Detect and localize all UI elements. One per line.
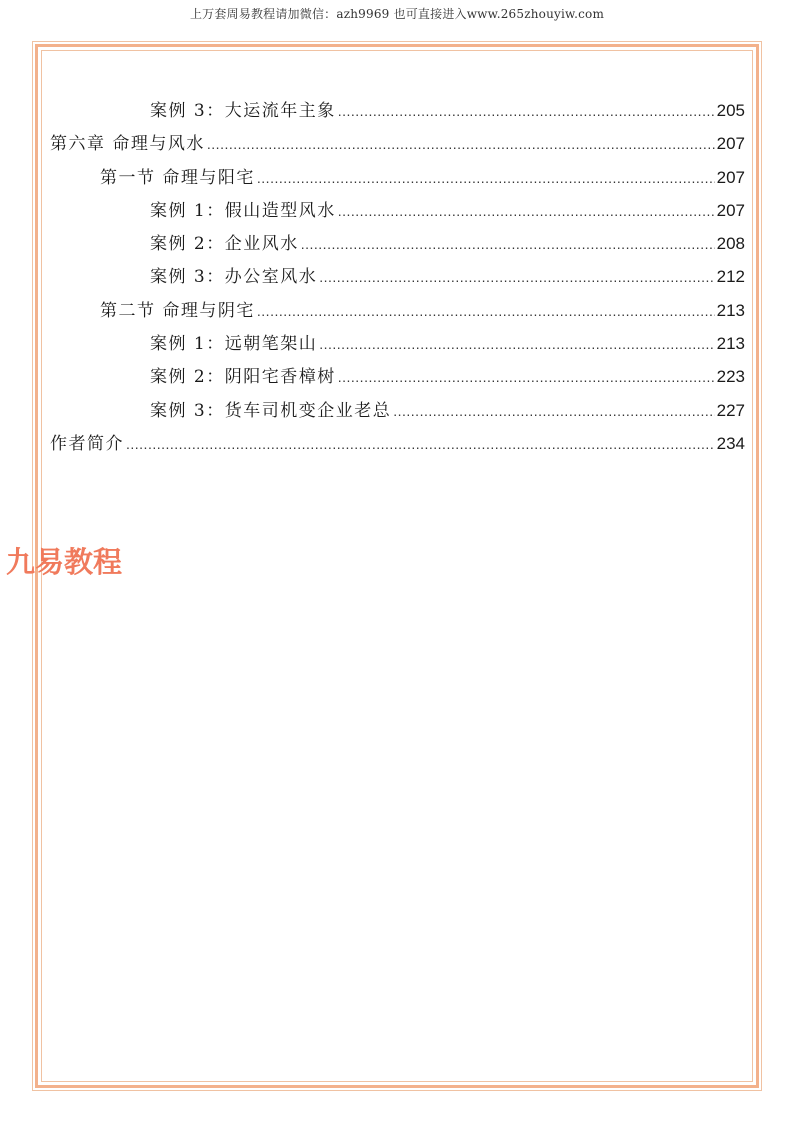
toc-leader-dots	[393, 403, 714, 419]
toc-entry-page: 207	[716, 167, 745, 187]
toc-entry[interactable]	[50, 196, 745, 229]
toc-leader-dots	[338, 203, 715, 219]
toc-entry-title: 案例 1：假山造型风水	[150, 200, 336, 221]
header-note: 上万套周易教程请加微信：azh9969 也可直接进入www.265zhouyiw.com	[189, 7, 605, 21]
toc-leader-dots	[338, 369, 715, 385]
toc-entry-page: 208	[716, 234, 745, 254]
toc-entry[interactable]	[50, 362, 745, 395]
toc-entry-page: 207	[716, 134, 745, 154]
toc-entry-title: 作者简介	[50, 433, 124, 454]
toc-entry[interactable]	[50, 129, 745, 162]
toc-leader-dots	[301, 236, 715, 252]
toc-entry[interactable]	[50, 96, 745, 129]
toc-entry-title: 第二节 命理与阴宅	[100, 300, 255, 321]
toc-entry-page: 212	[716, 267, 745, 287]
toc-entry-title: 第一节 命理与阳宅	[100, 167, 255, 188]
toc-entry-title: 案例 3：货车司机变企业老总	[150, 400, 392, 421]
toc-entry-title: 案例 2：阴阳宅香樟树	[150, 367, 336, 388]
toc-entry[interactable]	[50, 329, 745, 362]
toc-entry[interactable]	[50, 262, 745, 295]
toc-leader-dots	[126, 436, 715, 452]
toc-leader-dots	[257, 170, 715, 186]
toc-leader-dots	[319, 336, 714, 352]
toc-entry-title: 案例 1：远朝笔架山	[150, 334, 318, 355]
toc-leader-dots	[319, 269, 714, 285]
watermark-logo: 九易教程	[6, 545, 123, 579]
toc-entry-page: 207	[716, 200, 745, 220]
table-of-contents	[50, 96, 745, 462]
toc-entry-page: 227	[716, 400, 745, 420]
toc-entry-page: 205	[716, 101, 745, 120]
toc-entry-title: 案例 2：企业风水	[150, 234, 299, 255]
toc-entry-title: 第六章 命理与风水	[50, 134, 205, 155]
toc-leader-dots	[338, 103, 715, 119]
toc-entry[interactable]	[50, 396, 745, 429]
toc-entry[interactable]	[50, 229, 745, 262]
toc-entry[interactable]	[50, 296, 745, 329]
toc-entry-page: 223	[716, 367, 745, 387]
toc-entry-page: 213	[716, 300, 745, 320]
toc-leader-dots	[257, 303, 715, 319]
toc-entry-title: 案例 3：大运流年主象	[150, 101, 336, 121]
toc-leader-dots	[207, 136, 715, 152]
toc-entry-title: 案例 3：办公室风水	[150, 267, 318, 288]
toc-entry-page: 234	[716, 433, 745, 453]
toc-entry-page: 213	[716, 334, 745, 354]
toc-entry[interactable]	[50, 163, 745, 196]
toc-entry[interactable]	[50, 429, 745, 462]
